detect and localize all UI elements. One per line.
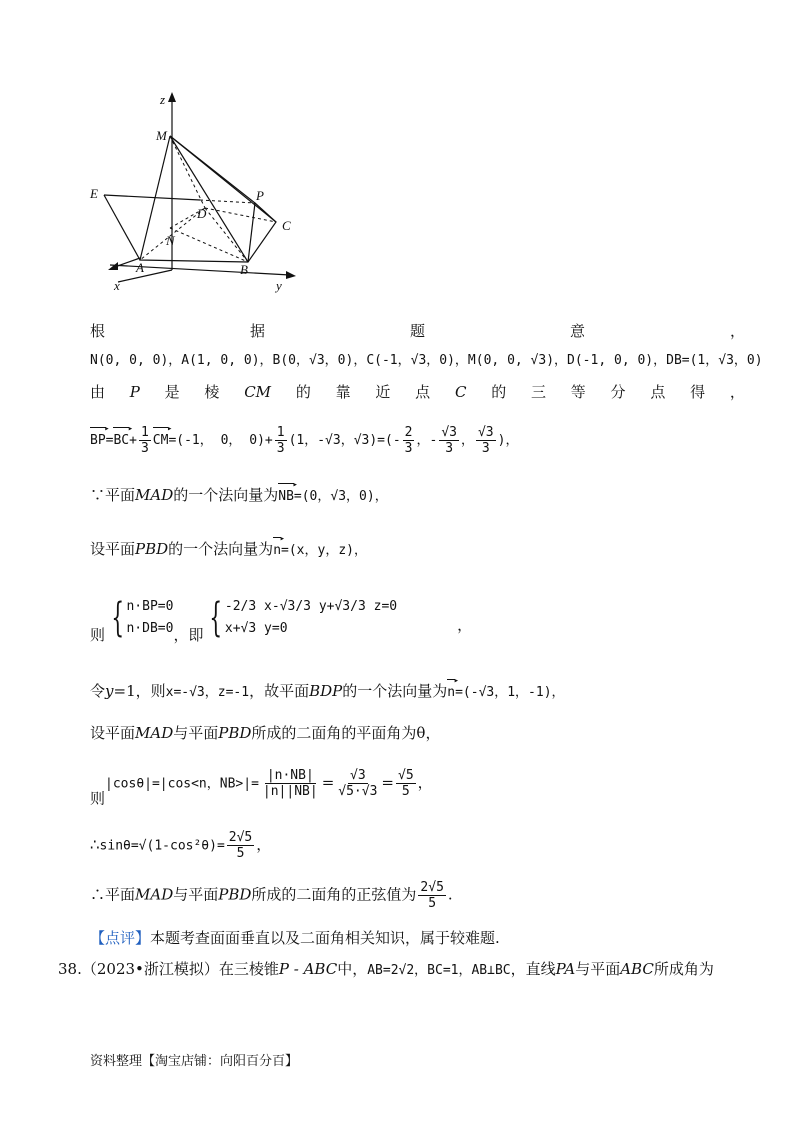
char: 的: [491, 383, 507, 401]
label-y: y: [276, 278, 282, 293]
char: C: [454, 383, 467, 401]
comment-line: [90, 927, 500, 949]
value: x=-√3，z=-1: [165, 685, 250, 700]
fraction: $\frac{1}{3}$: [276, 425, 285, 456]
coordinates-line: [90, 350, 763, 372]
text: ，故平面: [249, 682, 310, 700]
text: 令: [90, 682, 106, 700]
expression: |cosθ|=|cos<n，NB>|=: [105, 776, 259, 792]
label-C: C: [282, 218, 291, 233]
char: 靠: [335, 383, 351, 401]
line-8: [90, 680, 565, 704]
text: =1，则: [113, 682, 166, 700]
fraction: $\frac{√5}{5}$: [398, 768, 414, 799]
label-M: M: [156, 128, 167, 143]
fraction: $\frac{1}{3}$: [140, 425, 149, 456]
line-3: [90, 381, 745, 403]
char: 点: [650, 383, 666, 401]
fraction: $\frac{|n\cdot NB|}{|n||NB|}$: [262, 768, 318, 799]
char: 据: [249, 322, 265, 340]
char: 近: [375, 383, 391, 401]
char: ，: [729, 322, 745, 340]
text: ，即: [173, 626, 204, 644]
line-9: 设平面MAD与平面PBD所成的二面角的平面角为θ，: [90, 724, 441, 742]
vector-n: n ▸: [273, 540, 281, 562]
char: 由: [90, 383, 106, 401]
fraction: $\frac{2√5}{5}$: [420, 880, 444, 911]
label-B: B: [240, 262, 248, 277]
label-P: P: [256, 188, 264, 203]
char: 等: [570, 383, 586, 401]
char: 得: [690, 383, 706, 401]
label-z: z: [160, 92, 166, 107]
fraction: $\frac{√3}{3}$: [477, 425, 494, 456]
plane-name: MAD: [135, 724, 174, 742]
label-A: A: [136, 260, 144, 275]
system-2: -2/3 x-√3/3 y+√3/3 z=0 x+√3 y=0: [224, 599, 398, 636]
line-7: 则 { n·BP=0 n·DB=0 ，即 { -2/3 x-√3/3 y+√3/3 z=0 x+√3 y=0 ，: [90, 595, 473, 644]
value: (1，-√3，√3)=(-: [288, 433, 401, 448]
text: 的一个法向量为: [342, 682, 448, 700]
label-D: D: [197, 206, 207, 221]
plane-name: PBD: [218, 885, 252, 904]
char: 三: [530, 383, 546, 401]
fraction: $\frac{√3}{√5\cdot√3}$: [338, 768, 378, 799]
char: CM: [244, 383, 272, 401]
line-5: [90, 484, 388, 508]
value: =(-1， 0， 0)+: [168, 433, 273, 448]
value: )，: [497, 433, 519, 448]
plane-name: MAD: [135, 486, 174, 504]
vector-bc: BC ▸: [113, 430, 129, 452]
char: 根: [90, 322, 106, 340]
text: 的一个法向量为: [173, 486, 279, 504]
vector-bp: BP ▸: [90, 430, 106, 452]
plane-name: PBD: [218, 724, 252, 742]
text: ∵平面: [90, 486, 136, 504]
plane-name: BDP: [309, 682, 343, 700]
text: 设平面: [90, 540, 136, 558]
label-E: E: [90, 186, 98, 201]
line-12: ∴平面MAD与平面PBD所成的二面角的正弦值为 $\frac{2√5}{5}$ .: [90, 880, 453, 911]
char: 点: [415, 383, 431, 401]
char: ，: [729, 383, 745, 401]
plane-name: PBD: [135, 540, 169, 558]
char: 的: [295, 383, 311, 401]
vector-nb: NB ▸: [278, 486, 294, 508]
label-x: x: [114, 278, 120, 293]
system-1: n·BP=0 n·DB=0: [126, 599, 174, 636]
expression: sinθ=√(1-cos²θ)=: [99, 838, 225, 854]
vector-cm: CM ▸: [153, 430, 169, 452]
pyramid-figure: [0, 0, 800, 300]
comment-tag: 【点评】: [90, 929, 151, 947]
line-1: [90, 320, 745, 342]
value: =(x，y，z)，: [281, 543, 367, 558]
char: 意: [569, 322, 585, 340]
fraction: $\frac{2√5}{5}$: [228, 830, 253, 861]
label-N: N: [166, 233, 175, 248]
comment-text: 本题考查面面垂直以及二面角相关知识，属于较难题.: [150, 929, 500, 947]
coordinates-text: N(0, 0, 0)，A(1, 0, 0)，B(0，√3，0)，C(-1，√3，0)，M(0, 0, √3)，D(-1, 0, 0)，DB=(1，√3，0): [90, 353, 763, 368]
plane-name: MAD: [135, 885, 174, 904]
value: =(-√3，1，-1)，: [455, 685, 565, 700]
text: 则: [90, 626, 106, 644]
vector-n: n ▸: [447, 682, 455, 704]
fraction: $\frac{√3}{3}$: [441, 425, 457, 456]
footer-text: 资料整理【淘宝店铺：向阳百分百】: [90, 1054, 299, 1069]
problem-38: 38.（2023•浙江模拟）在三棱锥P - ABC中，AB=2√2，BC=1，AB⊥BC，直线PA与平面ABC所成角为: [58, 960, 714, 978]
char: P: [129, 383, 140, 401]
var: y: [105, 682, 114, 700]
bp-equation: BP ▸=BC ▸+ $\frac{1}{3}$ CM ▸=(-1， 0， 0)+ $\frac{1}{3}$ (1，-√3，√3)=(- $\frac{2}{3}$ ，- $\frac{√3}{3}$ ， $\frac{√3}{3}$ )，: [90, 425, 518, 456]
value: =(0，√3，0)，: [293, 489, 388, 504]
text: 的一个法向量为: [168, 540, 274, 558]
line-11: ∴sinθ=√(1-cos²θ)= $\frac{2√5}{5}$ ，: [90, 830, 272, 861]
text: ，: [457, 616, 473, 634]
char: 题: [409, 322, 425, 340]
char: 分: [610, 383, 626, 401]
char: 棱: [204, 383, 220, 401]
line-6: [90, 538, 367, 562]
char: 是: [164, 383, 180, 401]
line-10: 则|cosθ|=|cos<n，NB>|= $\frac{|n\cdot NB|}{|n||NB|}$ = $\frac{√3}{√5\cdot√3}$ = $\frac{√5}{5}$ ，: [90, 768, 433, 808]
problem-number: 38.: [58, 960, 82, 978]
fraction: $\frac{2}{3}$: [404, 425, 413, 456]
